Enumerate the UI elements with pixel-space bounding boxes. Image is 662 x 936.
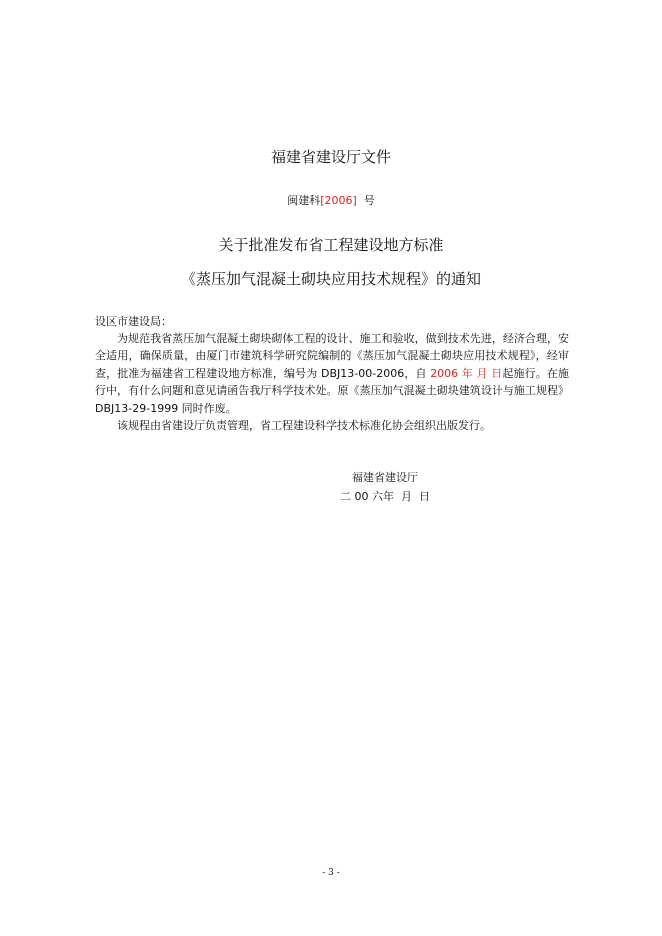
page-title: 福建省建设厅文件 [270,148,391,166]
body-paragraph-2 [95,417,569,434]
paragraph-1-text-a: 为规范我省蒸压加气混凝土砌块砌体工程的设计、施工和验收，做到技术先进，经济合理，安全适用，确保质量，由厦门市建筑科学研究院编制的《蒸压加气混凝土砌块应用技术规程》，经审查，批准为福建省工程建设地方标准，编号为 DBJ13-00-2006，自 [95,332,569,380]
doc-number-suffix: 号 [363,194,375,207]
document-number [0,192,662,208]
salutation: 设区市建设局： [95,315,172,328]
effective-date: 2006 年 月 日 [430,366,503,380]
signature-organization: 福建省建设厅 [352,471,418,484]
paragraph-1-text-b: 起施行。在施行中，有什么问题和意见请函告我厅科学技术处。原《蒸压加气混凝土砌块建筑设计与施工规程》DBJ13-29-1999 同时作废。 [95,366,570,415]
body-paragraph-1 [95,330,569,417]
notice-title-line1: 关于批准发布省工程建设地方标准 [218,236,444,254]
doc-number-prefix: 闽建科 [287,194,321,207]
paragraph-2-text: 该规程由省建设厅负责管理，省工程建设科学技术标准化协会组织出版发行。 [117,419,491,432]
signature-date: 二 00 六年 月 日 [340,490,430,503]
page-number: - 3 - [322,868,340,878]
doc-number-year: [2006] [320,194,357,207]
notice-title-line2: 《蒸压加气混凝土砌块应用技术规程》的通知 [180,270,481,288]
